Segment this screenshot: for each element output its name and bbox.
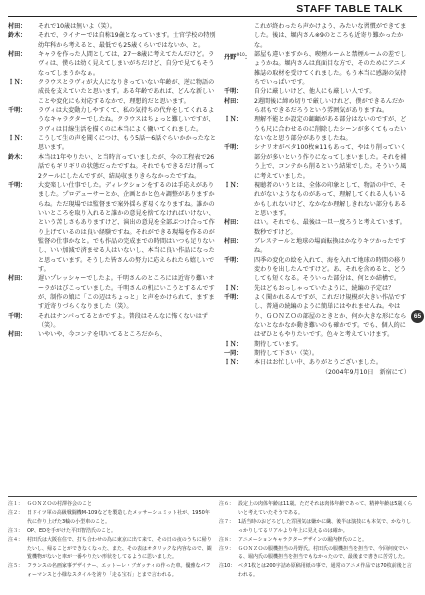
footnote — [219, 536, 416, 545]
footnote-label: 注９： — [219, 545, 235, 552]
footnote-label: 注５： — [8, 563, 24, 570]
speaker-label: 千明： — [224, 144, 243, 152]
dialogue-entry — [224, 256, 410, 284]
notes-rule — [8, 496, 417, 497]
footnote-text: 村田氏は大阪在住で、打ち合わせの為に東京に出て来て、その日の夜のうちに帰りたいし、帰ることができなくなった、また、その表はオタリックな内容なので、観覧機物がないと車が一番やりたい形状をしてるように思いました。 — [27, 536, 212, 561]
dialogue-text: シナリオがベタ100枚※11もあって、やはり削っていく部分が多いという作りになってしまいました。それを補う上で、コンテから削るという結果でした。そういう風に考えていました。 — [254, 144, 407, 180]
footnotes-left — [8, 500, 213, 592]
footnote-text: ベタ1枚とは200字詰め原稿用紙の事で、通常のアニメ作品では70枚前後と言われる。 — [238, 563, 412, 579]
footnote-label: 注１： — [8, 501, 24, 507]
footnote-text: 設定上の肉体年齢は11歳。ただそれは肉体年齢であって、精神年齢は5歳くらいと考えていたそうである。 — [238, 501, 413, 516]
speaker-label: 丹野$^{※10}$： — [224, 52, 251, 62]
footnote-label: 注３： — [8, 527, 24, 534]
speaker-label: 千明： — [8, 107, 27, 115]
speaker-label: ＩＮ： — [8, 79, 27, 87]
dialogue-entry — [224, 50, 410, 87]
speaker-label: 千明： — [224, 88, 243, 96]
speaker-label — [224, 368, 254, 377]
dialogue-entry — [224, 293, 410, 340]
dialogue-text: 本日はお忙しい中、ありがとうございました。 — [254, 359, 382, 367]
dialogue-text: ブレステールと地球の場面転換はかなりキツかったですね。 — [254, 237, 406, 255]
dialogue-entry — [224, 284, 410, 293]
dialogue-entry — [224, 115, 410, 143]
speaker-label: ＩＮ： — [224, 116, 243, 124]
header-rule — [8, 16, 417, 17]
speaker-label: 村田： — [8, 331, 27, 339]
speaker-label: 千明： — [8, 181, 27, 189]
dialogue-text: これが終わったら声かけよう、みたいな習慣ができてました。後は、堀内さん※9のところも近寄り難かったかな。 — [254, 23, 407, 49]
dialogue-entry — [8, 274, 216, 311]
footnote-text: フランスの名画家事デザイナー、エットーレ・ブガッティの作った車。優雅なパフォーマンスと小様なスタイルを誇り「走る宝石」とまで言われる。 — [27, 563, 211, 579]
speaker-label — [224, 22, 254, 50]
dialogue-entry — [224, 87, 410, 96]
dialogue-text: それで10歳は無いよ（笑）。 — [38, 23, 116, 30]
dialogue-text: 本当は1年やりたい、と当時言っていましたが、今の工程表で26話でもギリギリの状態だったですね。それでもできるだけ削って2クールにしたんですが、結局収まりきらなかったですね。 — [38, 153, 215, 180]
footnote-label: 注２： — [8, 509, 24, 516]
dialogue-text: 四季の変化の絵を入れて、海を入れて地球の時間の移り変わりを出したんですけど。あ、それを含めると、どうしても短くなる。そういった部分は、何とか結構で。 — [254, 256, 407, 283]
footnote-label: 注８： — [219, 536, 235, 543]
right-column — [224, 22, 410, 490]
footnote-label: 注７： — [219, 518, 235, 525]
footnote-text: OP、EDを手がけた平田智浩氏のこと。 — [27, 527, 116, 534]
running-header: STAFF TABLE TALK — [296, 3, 403, 15]
footnote-label: 注６： — [219, 501, 235, 507]
dialogue-entry — [8, 78, 216, 106]
footnote — [219, 518, 416, 536]
speaker-label: 村田： — [224, 219, 243, 227]
speaker-label: 千明： — [8, 312, 27, 320]
footnote — [8, 527, 213, 536]
speaker-label: 村田： — [224, 237, 243, 245]
dialogue-text: ラヴィは大変動力しやすくて、私の気持ちの代弁をしてくれるようなキャラクターでしたね。クラウスはちょっと難しいですが、ラヴィは目線生活を描くのに本当によく働いてくれました。 — [38, 107, 215, 133]
dialogue-text: 視聴者のいうとは、全体の印象として、物語の中で、それがないようなものがあって、理解してくれる人もいるかもしれないけど、なかなか理解しきれない部分もあると思います。 — [254, 181, 407, 217]
dialogue-entry — [224, 97, 410, 116]
dialogue-text: 自分に厳しいけど、他人にも厳しい人です。 — [254, 88, 376, 96]
dialogue-entry — [224, 358, 410, 367]
dialogue-entry — [8, 312, 216, 331]
dialogue-text: 期待して下さい（笑）。 — [254, 350, 318, 358]
speaker-label: ＩＮ： — [8, 135, 27, 143]
page-number-badge: 65 — [411, 310, 424, 323]
dialogue-text: よく聞かれるんですが、これだけ規模が大きい作品ですし、普通の続編のように簡単にはやれませんね。やはり、ＧＯＮＺＯの部屋のときとか、何か大きな形にならないとなかなか動き難いのも確かです。でも、個人的にはぜひともやりたいです。色々と考えていけます。 — [254, 293, 407, 339]
footnote-ref: ※10 — [236, 52, 245, 58]
dialogue-text: 部屋も違いますから、喫煙ルームと禁煙ルームの差でしょうかね。堀内さんは真面目な方で、そのためにアニメ雑誌の取材を受けてくれました。もう本当に感謝の気持ちでいっぱいです。 — [254, 51, 407, 87]
dialogue-text: 理解不能とか設定の齟齬がある部分はないのですが、どうも尺に合わせるのに削除したシーンが多くてもったいないなと思う部分がありましたね。 — [254, 116, 407, 143]
speaker-label: 村田： — [8, 51, 27, 59]
dialogue-text: こうして生の声を聞くにつけ、もう5話～6話ぐらいかかったなと思います。 — [38, 135, 216, 152]
footnote-text: ＧＯＮＺＯの村澤谷会のこと — [27, 501, 93, 507]
speaker-label: ＩＮ： — [224, 181, 243, 189]
footnote-text: 1話当時のおどろどした雰囲気は嫌かに繊、後半は演技にも本気で、かなりしっかりしてるリアルより年上に見えるのは確か。 — [238, 518, 412, 534]
footnote — [8, 562, 213, 580]
footnote — [8, 536, 213, 563]
dialogue-entry — [8, 31, 216, 50]
dialogue-text: それはナンパってるとかですよ。普段はそんなに怖くないはず（笑）。 — [38, 312, 208, 329]
speaker-label: ＩＮ： — [224, 340, 243, 348]
speaker-label: ＩＮ： — [224, 359, 243, 367]
dialogue-entry — [8, 153, 216, 181]
speaker-label: 鈴木： — [8, 153, 27, 161]
footnote — [219, 562, 416, 580]
speaker-label: 村田： — [8, 275, 27, 283]
speaker-label: 村田： — [8, 23, 27, 30]
footnote-label: 注４： — [8, 536, 24, 543]
dialogue-entry — [224, 22, 410, 50]
dialogue-text: クラウスとラヴィが大人になりきっていない年齢が、逆に物語の成長を支えていたと思います。ある年齢であれば、どんな新しいことや変化にも対応するなかで、理想的だと思います。 — [38, 79, 215, 105]
dialogue-entry — [8, 181, 216, 274]
dialogue-text: 遅いプレッシャーでしたよ。千明さんのところには近寄り難いオーラがはびこっていました。千明さんの机にいこうとするんですが、制作の娘に「この辺はちょっと」と声をかけられて、ますます近寄りづらくなりました（笑）。 — [38, 275, 215, 311]
speaker-label: ＩＮ： — [224, 284, 243, 292]
dialogue-text: キャラを作った人間としては、27～8歳に考えてたんだけど。ラヴィは、僕らは幼く見えてしまいがちだけど、自分で見てもそうなってしまうかなぁ。 — [38, 51, 215, 77]
footnote — [219, 545, 416, 563]
dialogue-entry — [224, 340, 410, 349]
dialogue-entry — [8, 134, 216, 153]
dialogue-text: それで、ライナーでは自称19歳となっています。士官学校の特別幼年科から考えると、最低でも25歳くらいではないか、と。 — [38, 32, 216, 49]
speaker-label: 一同： — [224, 350, 243, 358]
footnotes-right — [219, 500, 416, 592]
dialogue-entry — [8, 50, 216, 78]
dialogue-entry — [224, 237, 410, 256]
footnote — [8, 500, 213, 509]
dialogue-entry — [8, 330, 216, 339]
dialogue-text: （2004年9月10日 新宿にて） — [321, 368, 410, 376]
speaker-label: 千明： — [224, 256, 243, 264]
footnote-text: ＧＯＮＺＯの服機担当の丹野氏。村田氏の服機担当を担当で、今回何度でいる、堀内氏の服機担当を担当でもなかったので、最後まで書きに苦労した。 — [238, 545, 408, 561]
footnote-label: 注10： — [219, 563, 236, 570]
footnote — [8, 509, 213, 527]
speaker-label: 村田： — [224, 97, 243, 105]
dialogue-entry — [224, 368, 410, 377]
dialogue-entry — [224, 349, 410, 358]
dialogue-entry — [8, 106, 216, 134]
dialogue-entry — [224, 181, 410, 218]
dialogue-text: 2週間後に締め切りで厳しいけれど、僕ができるんだから君もできるだろうという雰囲気がありますね。 — [254, 97, 405, 115]
dialogue-text: はい。それでも、最後は一旦一度ろうと考えています。数秒ですけど。 — [254, 219, 406, 236]
footnote-text: アニメーションキャラクターデザインの堀内修氏のこと。 — [238, 536, 368, 543]
dialogue-entry — [224, 143, 410, 180]
dialogue-entry — [8, 22, 216, 31]
dialogue-text: 大変楽しい仕事でした。ディレクションをするのは手応えがありました。プロデューサーとか、企画とかと色々調整がありますからね。ただ現場では監督まで案外揺らぎ易くなりますね。誰かのいいところを取り入れると誰かの意見を捨てなければいけない、という苦しさもありますけど、演出の意見を全部ぶつけ合って作り上げているのは良い経験ですね。それができる現場を作るのが監督の仕事かなと。でも作品の完成までの時間はいつも足りないし、いい加減で済ませる人はいないし、本当に良い作品になったと思っています。そうした皆さんの努力に応えられたら嬉しいです。 — [38, 181, 215, 273]
dialogue-text: 先はどもおっしゃっていたように、続編の予定は？ — [254, 284, 395, 292]
dialogue-entry — [224, 218, 410, 237]
left-column — [8, 22, 216, 490]
speaker-label: 鈴木： — [8, 32, 27, 40]
speaker-label: 千明： — [224, 293, 243, 301]
footnote — [219, 500, 416, 518]
dialogue-text: 期待しています。 — [254, 340, 303, 348]
footnote-text: 日ドイツ軍の高級戦闘機M-109などを製造したメッサーシュミット社が、1950年代に作り上げた3輪の小型車のこと。 — [27, 509, 210, 525]
dialogue-text: いやいや、今コンテを叩いてるところだから、 — [38, 331, 166, 339]
